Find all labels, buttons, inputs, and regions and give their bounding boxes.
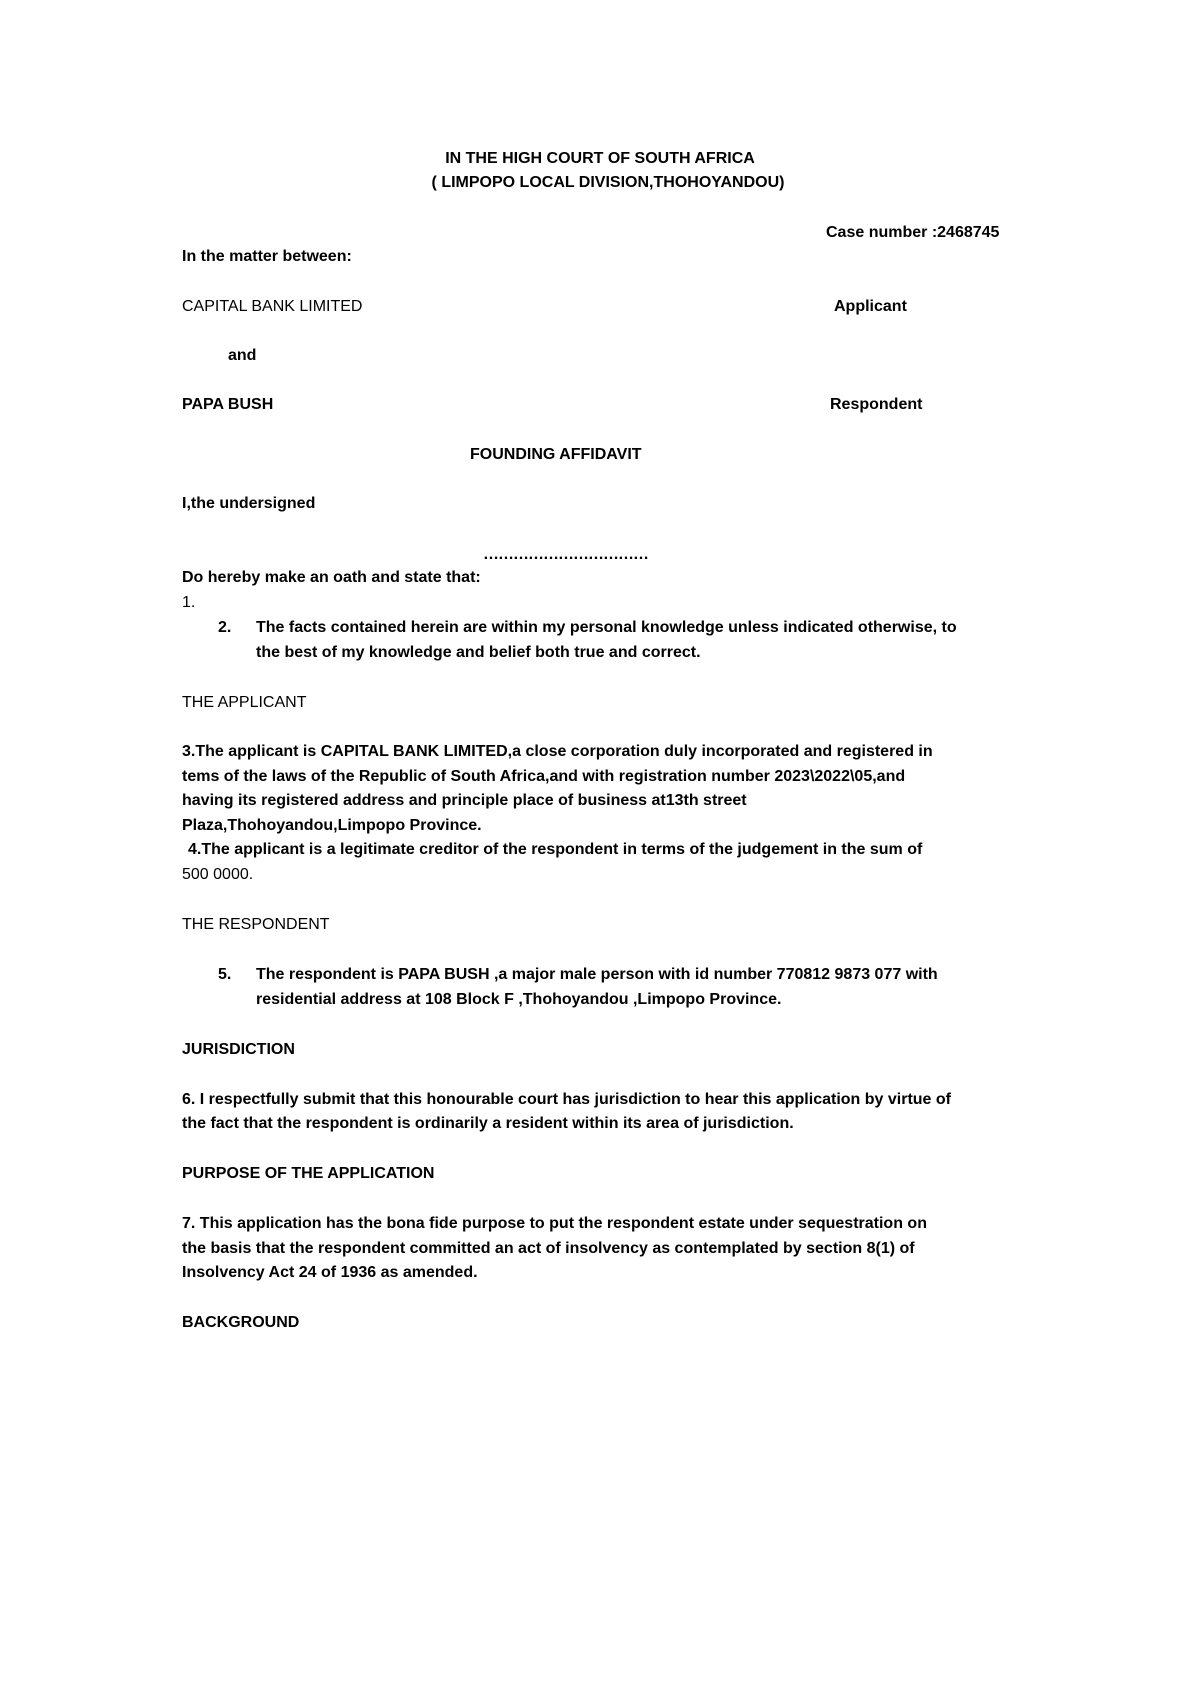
paragraph-4-line1: 4.The applicant is a legitimate creditor of the respondent in terms of the judgement in the sum of [188, 841, 923, 858]
paragraph-4-line2: 500 0000. [182, 866, 254, 883]
paragraph-7-line3: Insolvency Act 24 of 1936 as amended. [182, 1264, 478, 1281]
applicant-label: Applicant [834, 298, 907, 315]
paragraph-5-number: 5. [218, 966, 232, 983]
paragraph-7-line2: the basis that the respondent committed an act of insolvency as contemplated by section 8(1) of [182, 1240, 915, 1257]
case-number: Case number :2468745 [826, 224, 1000, 241]
affidavit-title: FOUNDING AFFIDAVIT [470, 446, 642, 463]
oath-intro: Do hereby make an oath and state that: [182, 569, 481, 586]
paragraph-3-line4: Plaza,Thohoyandou,Limpopo Province. [182, 817, 482, 834]
paragraph-3-line1: 3.The applicant is CAPITAL BANK LIMITED,a close corporation duly incorporated and registered in [182, 743, 933, 760]
court-title: IN THE HIGH COURT OF SOUTH AFRICA [445, 150, 755, 167]
oath-item-2-text-line2: the best of my knowledge and belief both true and correct. [256, 644, 701, 661]
paragraph-5-line1: The respondent is PAPA BUSH ,a major male person with id number 770812 9873 077 with [256, 966, 938, 983]
paragraph-3-line3: having its registered address and principle place of business at13th street [182, 792, 747, 809]
deponent-name-blank: …………………………… [483, 546, 648, 563]
oath-item-1-number: 1. [182, 594, 196, 611]
paragraph-3-line2: tems of the laws of the Republic of South Africa,and with registration number 2023\2022\05,and [182, 768, 906, 785]
applicant-name: CAPITAL BANK LIMITED [182, 298, 363, 315]
oath-item-2-text-line1: The facts contained herein are within my personal knowledge unless indicated otherwise, to [256, 619, 957, 636]
respondent-section-heading: THE RESPONDENT [182, 916, 330, 933]
respondent-name: PAPA BUSH [182, 396, 274, 413]
jurisdiction-section-heading: JURISDICTION [182, 1041, 295, 1058]
respondent-label: Respondent [830, 396, 923, 413]
paragraph-5-line2: residential address at 108 Block F ,Thohoyandou ,Limpopo Province. [256, 991, 782, 1008]
and-connector: and [228, 347, 257, 364]
paragraph-6-line2: the fact that the respondent is ordinarily a resident within its area of jurisdiction. [182, 1115, 794, 1132]
oath-item-2-number: 2. [218, 619, 232, 636]
matter-between-label: In the matter between: [182, 248, 352, 265]
background-section-heading: BACKGROUND [182, 1314, 300, 1331]
paragraph-6-line1: 6. I respectfully submit that this honourable court has jurisdiction to hear this application by virtue of [182, 1091, 951, 1108]
paragraph-7-line1: 7. This application has the bona fide purpose to put the respondent estate under sequestration on [182, 1215, 927, 1232]
deponent-intro: I,the undersigned [182, 495, 316, 512]
purpose-section-heading: PURPOSE OF THE APPLICATION [182, 1165, 435, 1182]
applicant-section-heading: THE APPLICANT [182, 694, 307, 711]
court-division: ( LIMPOPO LOCAL DIVISION,THOHOYANDOU) [431, 174, 785, 191]
